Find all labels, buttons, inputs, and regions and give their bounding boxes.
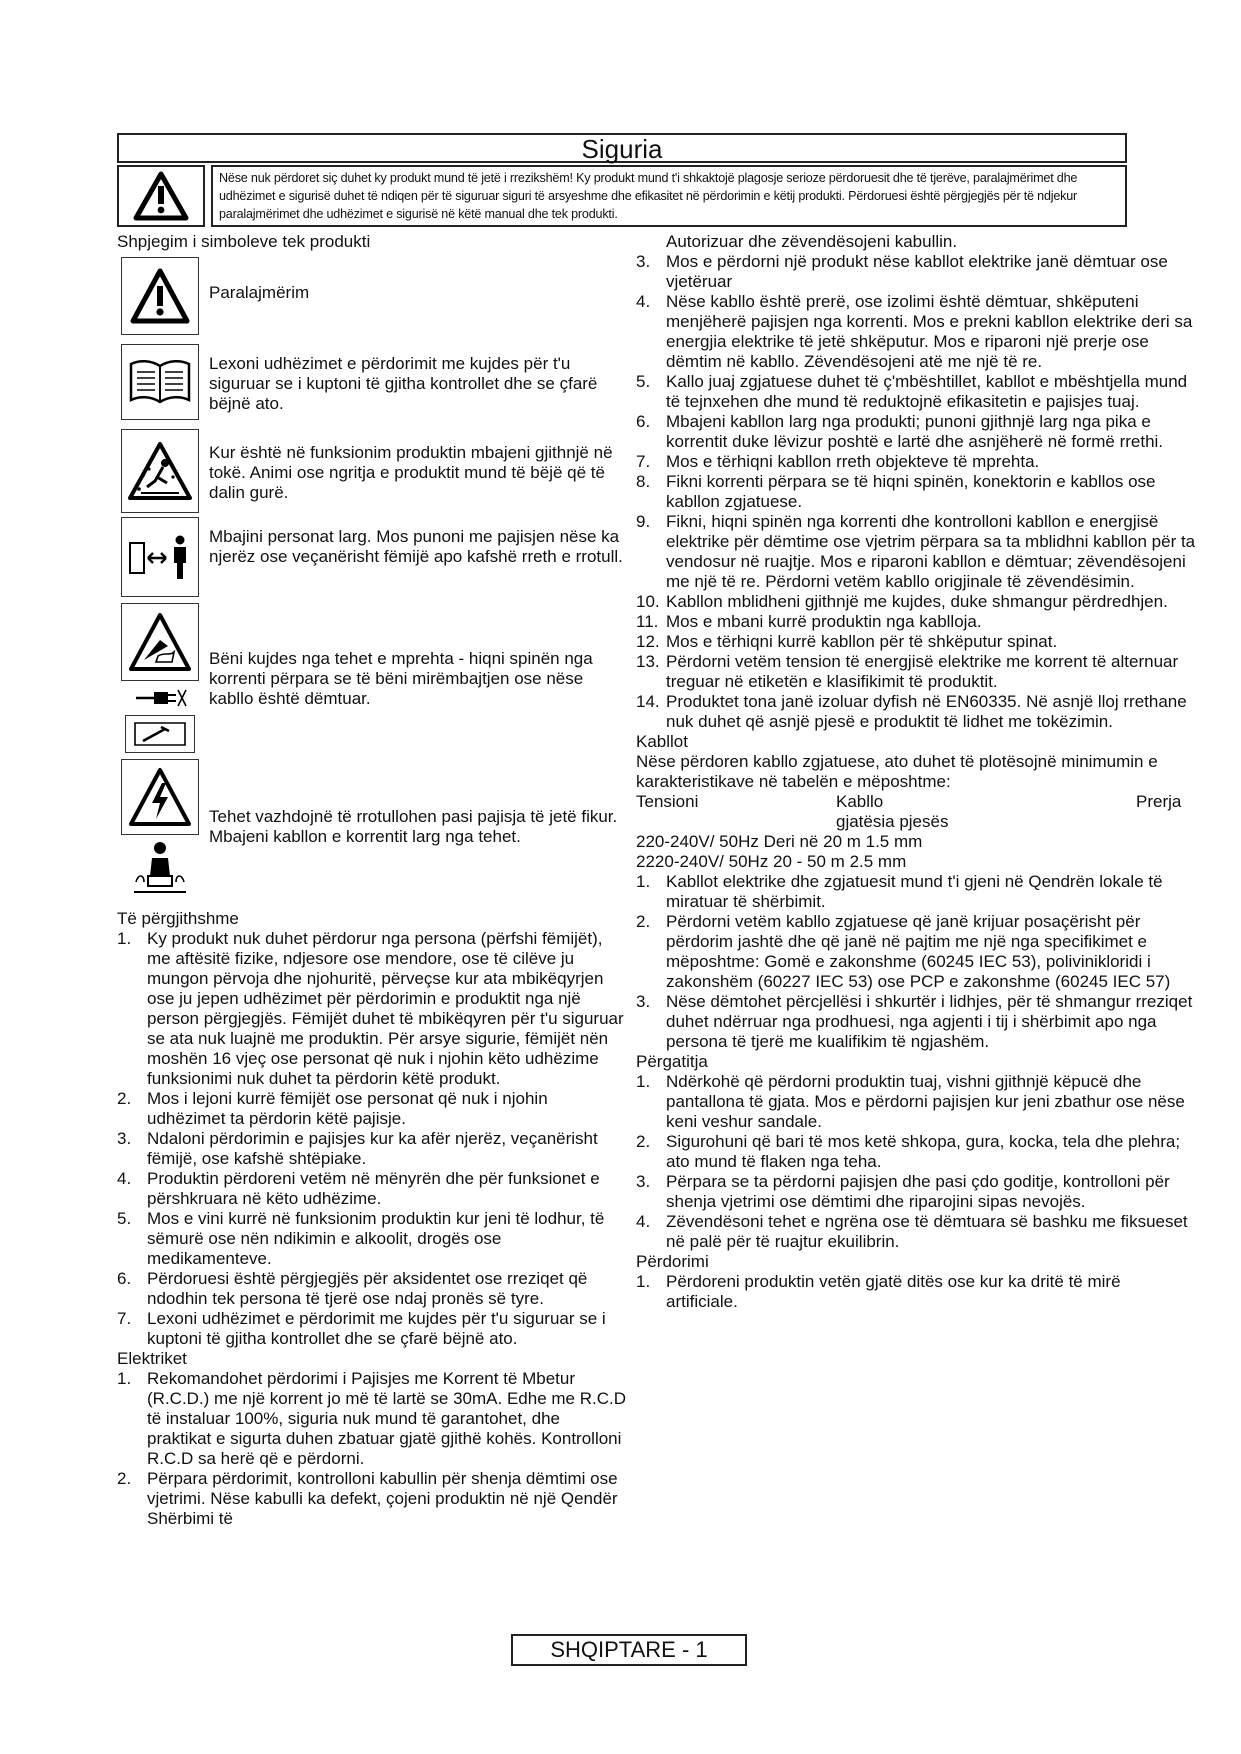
list-item: 1. Ky produkt nuk duhet përdorur nga persona (përfshi fëmijët), me aftësitë fizike, ndjesore ose mendore, ose të cilëve ju mungon përvoja dhe njohuritë, përveçse kur ata mbikëqyrjen ose ju jepen udhëzimet për përdorimin e produktit nga një person përgjegjës. Fëmijët duhet të mbikëqyren për t'u siguruar se ata nuk luajnë me produktin. Për arsye sigurie, fëmijët nën moshën 16 vjeç ose personat që nuk i njohin këto udhëzime funksionimi nuk duhet ta përdorin këtë produkt. (117, 929, 624, 1088)
list-item: 1. Rekomandohet përdorimi i Pajisjes me Korrent të Mbetur (R.C.D.) me një korrent jo më të lartë se 30mA. Edhe me R.C.D të instaluar 100%, siguria nuk mund të garantohet, dhe praktikat e sigurta duhen zbatuar gjatë gjithë kohës. Kontrolloni R.C.D sa herë që e përdorni. (117, 1369, 626, 1468)
list-item: 3. Nëse dëmtohet përcjellësi i shkurtër i lidhjes, për të shmangur rreziqet duhet ndërruar nga prodhuesi, nga agjenti i tij i shërbimit apo nga persona të tjerë me kualifikim të ngjashëm. (636, 992, 1193, 1051)
symbol-row (117, 429, 627, 515)
intro-text: Nëse nuk përdoret siç duhet ky produkt mund të jetë i rrezikshëm! Ky produkt mund t'i shkaktojë plagosje serioze përdoruesit dhe të tjerëve, paralajmërimet dhe udhëzimet e sigurisë duhet të ndiqen për të siguruar siguri të arsyeshme dhe efikasitet në përdorimin e këtij produkti. Përdoruesi është përgjegjës për të ndjekur paralajmërimet dhe udhëzimet e sigurisë në këtë manual dhe tek produkti. (211, 165, 1127, 227)
list-item: 4. Zëvendësoni tehet e ngrëna ose të dëmtuara së bashku me fiksueset në palë për të ruajtur ekuilibrin. (636, 1212, 1188, 1251)
page-footer: SHQIPTARE - 1 (511, 1634, 747, 1666)
list-item: 3. Përpara se ta përdorni pajisjen dhe pasi çdo goditje, kontrolloni për shenja vjetrimi ose dëmtimi dhe riparojini sipas nevojës. (636, 1172, 1170, 1211)
symbol-text: Kur është në funksionim produktin mbajeni gjithnjë në tokë. Animi ose ngritja e produktit mund të bëjë që të dalin gurë. (209, 443, 613, 502)
right-column (636, 232, 1196, 1312)
page-title: Siguria (117, 133, 1127, 163)
list-item: 10. Kabllon mblidheni gjithnjë me kujdes, duke shmangur përdredhjen. (636, 592, 1168, 611)
list-item: 4. Nëse kabllo është prerë, ose izolimi është dëmtuar, shkëputeni menjëherë pajisjen nga korrenti. Mos e prekni kabllon elektrike deri sa energjia elektrike të jetë shkëputur. Mos e riparoni një prerje ose dëmtim në kabllo. Zëvendësojeni atë me një të re. (636, 292, 1193, 371)
electric-shock-icon (117, 759, 203, 901)
symbol-row (117, 603, 627, 757)
list-item: 4. Produktin përdoreni vetëm në mënyrën dhe për funksionet e përshkruara në këto udhëzime. (117, 1169, 600, 1208)
general-list (117, 929, 627, 1349)
list-item: 6. Mbajeni kabllon larg nga produkti; punoni gjithnjë larg nga pika e korrentit duke lëvizur poshtë e lartë dhe asnjëherë në formë rrethi. (636, 412, 1164, 451)
table-header: Prerja (1136, 792, 1182, 811)
unplug-icon (121, 681, 199, 715)
list-item: 7. Mos e tërhiqni kabllon rreth objekteve të mprehta. (636, 452, 1040, 471)
list-item: 7. Lexoni udhëzimet e përdorimit me kujdes për t'u siguruar se i kuptoni të gjitha kontrollet dhe se çfarë bëjnë ato. (117, 1309, 606, 1348)
list-item: 1. Ndërkohë që përdorni produktin tuaj, vishni gjithnjë këpucë dhe pantallona të gjata. Mos e përdorni pajisjen kur jeni zbathur ose nëse keni veshur sandale. (636, 1072, 1185, 1131)
table-row: 2220-240V/ 50Hz 20 - 50 m 2.5 mm (636, 852, 907, 871)
maintenance-book-icon (125, 715, 195, 753)
table-header: Tensioni (636, 792, 699, 811)
safety-intro (117, 165, 1127, 227)
list-item: 3. Mos e përdorni një produkt nëse kabllot elektrike janë dëmtuar ose vjetëruar (636, 252, 1168, 291)
symbol-row (117, 344, 627, 424)
symbols-heading: Shpjegim i simboleve tek produkti (117, 232, 371, 251)
electrics-list-left (117, 1369, 627, 1529)
manual-book-icon (121, 344, 199, 420)
warning-icon (121, 257, 199, 335)
usage-list (636, 1272, 1196, 1312)
symbol-text: Bëni kujdes nga tehet e mprehta - hiqni spinën nga korrenti përpara se të bëni mirëmbajtjen ose nëse kabllo është dëmtuar. (209, 649, 593, 708)
symbol-row (117, 257, 627, 339)
list-item: 1. Kabllot elektrike dhe zgjatuesit mund t'i gjeni në Qendrën lokale të miratuar të shërbimit. (636, 872, 1163, 911)
cables-intro: Nëse përdoren kabllo zgjatuese, ato duhet të plotësojnë minimumin e karakteristikave në tabelën e mëposhtme: (636, 752, 1158, 791)
list-item: 14. Produktet tona janë izoluar dyfish në EN60335. Në asnjë lloj rrethane nuk duhet që asnjë pjesë e produktit të lidhet me tokëzimin. (636, 692, 1187, 731)
keep-distance-icon (121, 517, 199, 597)
symbol-text: Lexoni udhëzimet e përdorimit me kujdes për t'u siguruar se i kuptoni të gjitha kontrollet dhe se çfarë bëjnë ato. (209, 354, 598, 413)
cables-list (636, 872, 1196, 1052)
electrics-heading: Elektriket (117, 1349, 187, 1368)
list-item: 3. Ndaloni përdorimin e pajisjes kur ka afër njerëz, veçanërisht fëmijë, ose kafshë shtëpiake. (117, 1129, 598, 1168)
sharp-blades-icon (117, 603, 203, 753)
electrics-list-right (636, 252, 1196, 732)
symbol-text: Tehet vazhdojnë të rrotullohen pasi pajisja të jetë fikur. Mbajeni kabllon e korrentit larg nga tehet. (209, 807, 618, 846)
list-item: 1. Përdoreni produktin vetën gjatë ditës ose kur ka dritë të mirë artificiale. (636, 1272, 1121, 1311)
symbol-text: Mbajini personat larg. Mos punoni me pajisjen nëse ka njerëz ose veçanërisht fëmijë apo kafshë rreth e rrotull. (209, 527, 623, 566)
list-item: 13. Përdorni vetëm tension të energjisë elektrike me korrent të alternuar treguar në etiketën e klasifikimit të produktit. (636, 652, 1179, 691)
prep-list (636, 1072, 1196, 1252)
list-item: 2. Përdorni vetëm kabllo zgjatuese që janë krijuar posaçërisht për përdorim jashtë dhe që janë në pajtim me një nga specifikimet e mëposhtme: Gomë e zakonshme (60245 IEC 53), polivinikloridi i zakonshëm (60227 IEC 53) ose PCP e zakonshme (60245 IEC 57) (636, 912, 1171, 991)
prep-heading: Përgatitja (636, 1052, 708, 1071)
symbol-text: Paralajmërim (209, 283, 310, 302)
cable-table (636, 792, 1196, 832)
general-heading: Të përgjithshme (117, 909, 239, 928)
list-item: 5. Kallo juaj zgjatuese duhet të ç'mbështillet, kabllot e mbështjella mund të tejnxehen dhe mund të reduktojnë efikasitetin e pajisjes tuaj. (636, 372, 1188, 411)
left-column (117, 232, 627, 1529)
table-header: gjatësia pjesës (836, 812, 949, 831)
list-item: 6. Përdoruesi është përgjegjës për aksidentet ose rreziqet që ndodhin tek persona të tjerë ose ndaj pronës së tyre. (117, 1269, 588, 1308)
cables-heading: Kabllot (636, 732, 688, 751)
rotating-blades-icon (121, 835, 199, 901)
flying-debris-icon (121, 429, 199, 513)
list-item: 8. Fikni korrenti përpara se të hiqni spinën, konektorin e kabllos ose kabllon zgjatuese. (636, 472, 1156, 511)
table-row: 220-240V/ 50Hz Deri në 20 m 1.5 mm (636, 832, 923, 851)
list-item: 2. Mos i lejoni kurrë fëmijët ose personat që nuk i njohin udhëzimet ta përdorin këtë pajisje. (117, 1089, 548, 1128)
list-item: 9. Fikni, hiqni spinën nga korrenti dhe kontrolloni kabllon e energjisë elektrike për dëmtime ose vjetrim përpara sa ta mblidhni kabllon për ta vendosur në ruajtje. Mos e riparoni kabllon e dëmtuar; zëvendësojeni me një të re. Përdorni vetëm kabllo origjinale të zëvendësimin. (636, 512, 1196, 591)
symbol-row (117, 759, 627, 907)
list-item: 2. Përpara përdorimit, kontrolloni kabullin për shenja dëmtimi ose vjetrimi. Nëse kabulli ka defekt, çojeni produktin në një Qendër Shërbimi të (117, 1469, 618, 1528)
list-item: 12. Mos e tërhiqni kurrë kabllon për të shkëputur spinat. (636, 632, 1058, 651)
table-header: Kabllo (836, 792, 884, 811)
list-item: 2. Sigurohuni që bari të mos ketë shkopa, gura, kocka, tela dhe plehra; ato mund të flaken nga teha. (636, 1132, 1181, 1171)
usage-heading: Përdorimi (636, 1252, 709, 1271)
list-item: 5. Mos e vini kurrë në funksionim produktin kur jeni të lodhur, të sëmurë ose nën ndikimin e alkoolit, drogës ose medikamenteve. (117, 1209, 605, 1268)
symbol-row (117, 517, 627, 599)
list-item: 11. Mos e mbani kurrë produktin nga kablloja. (636, 612, 982, 631)
warning-icon (117, 165, 205, 227)
list-item-continuation: Autorizuar dhe zëvendësojeni kabullin. (666, 232, 958, 251)
